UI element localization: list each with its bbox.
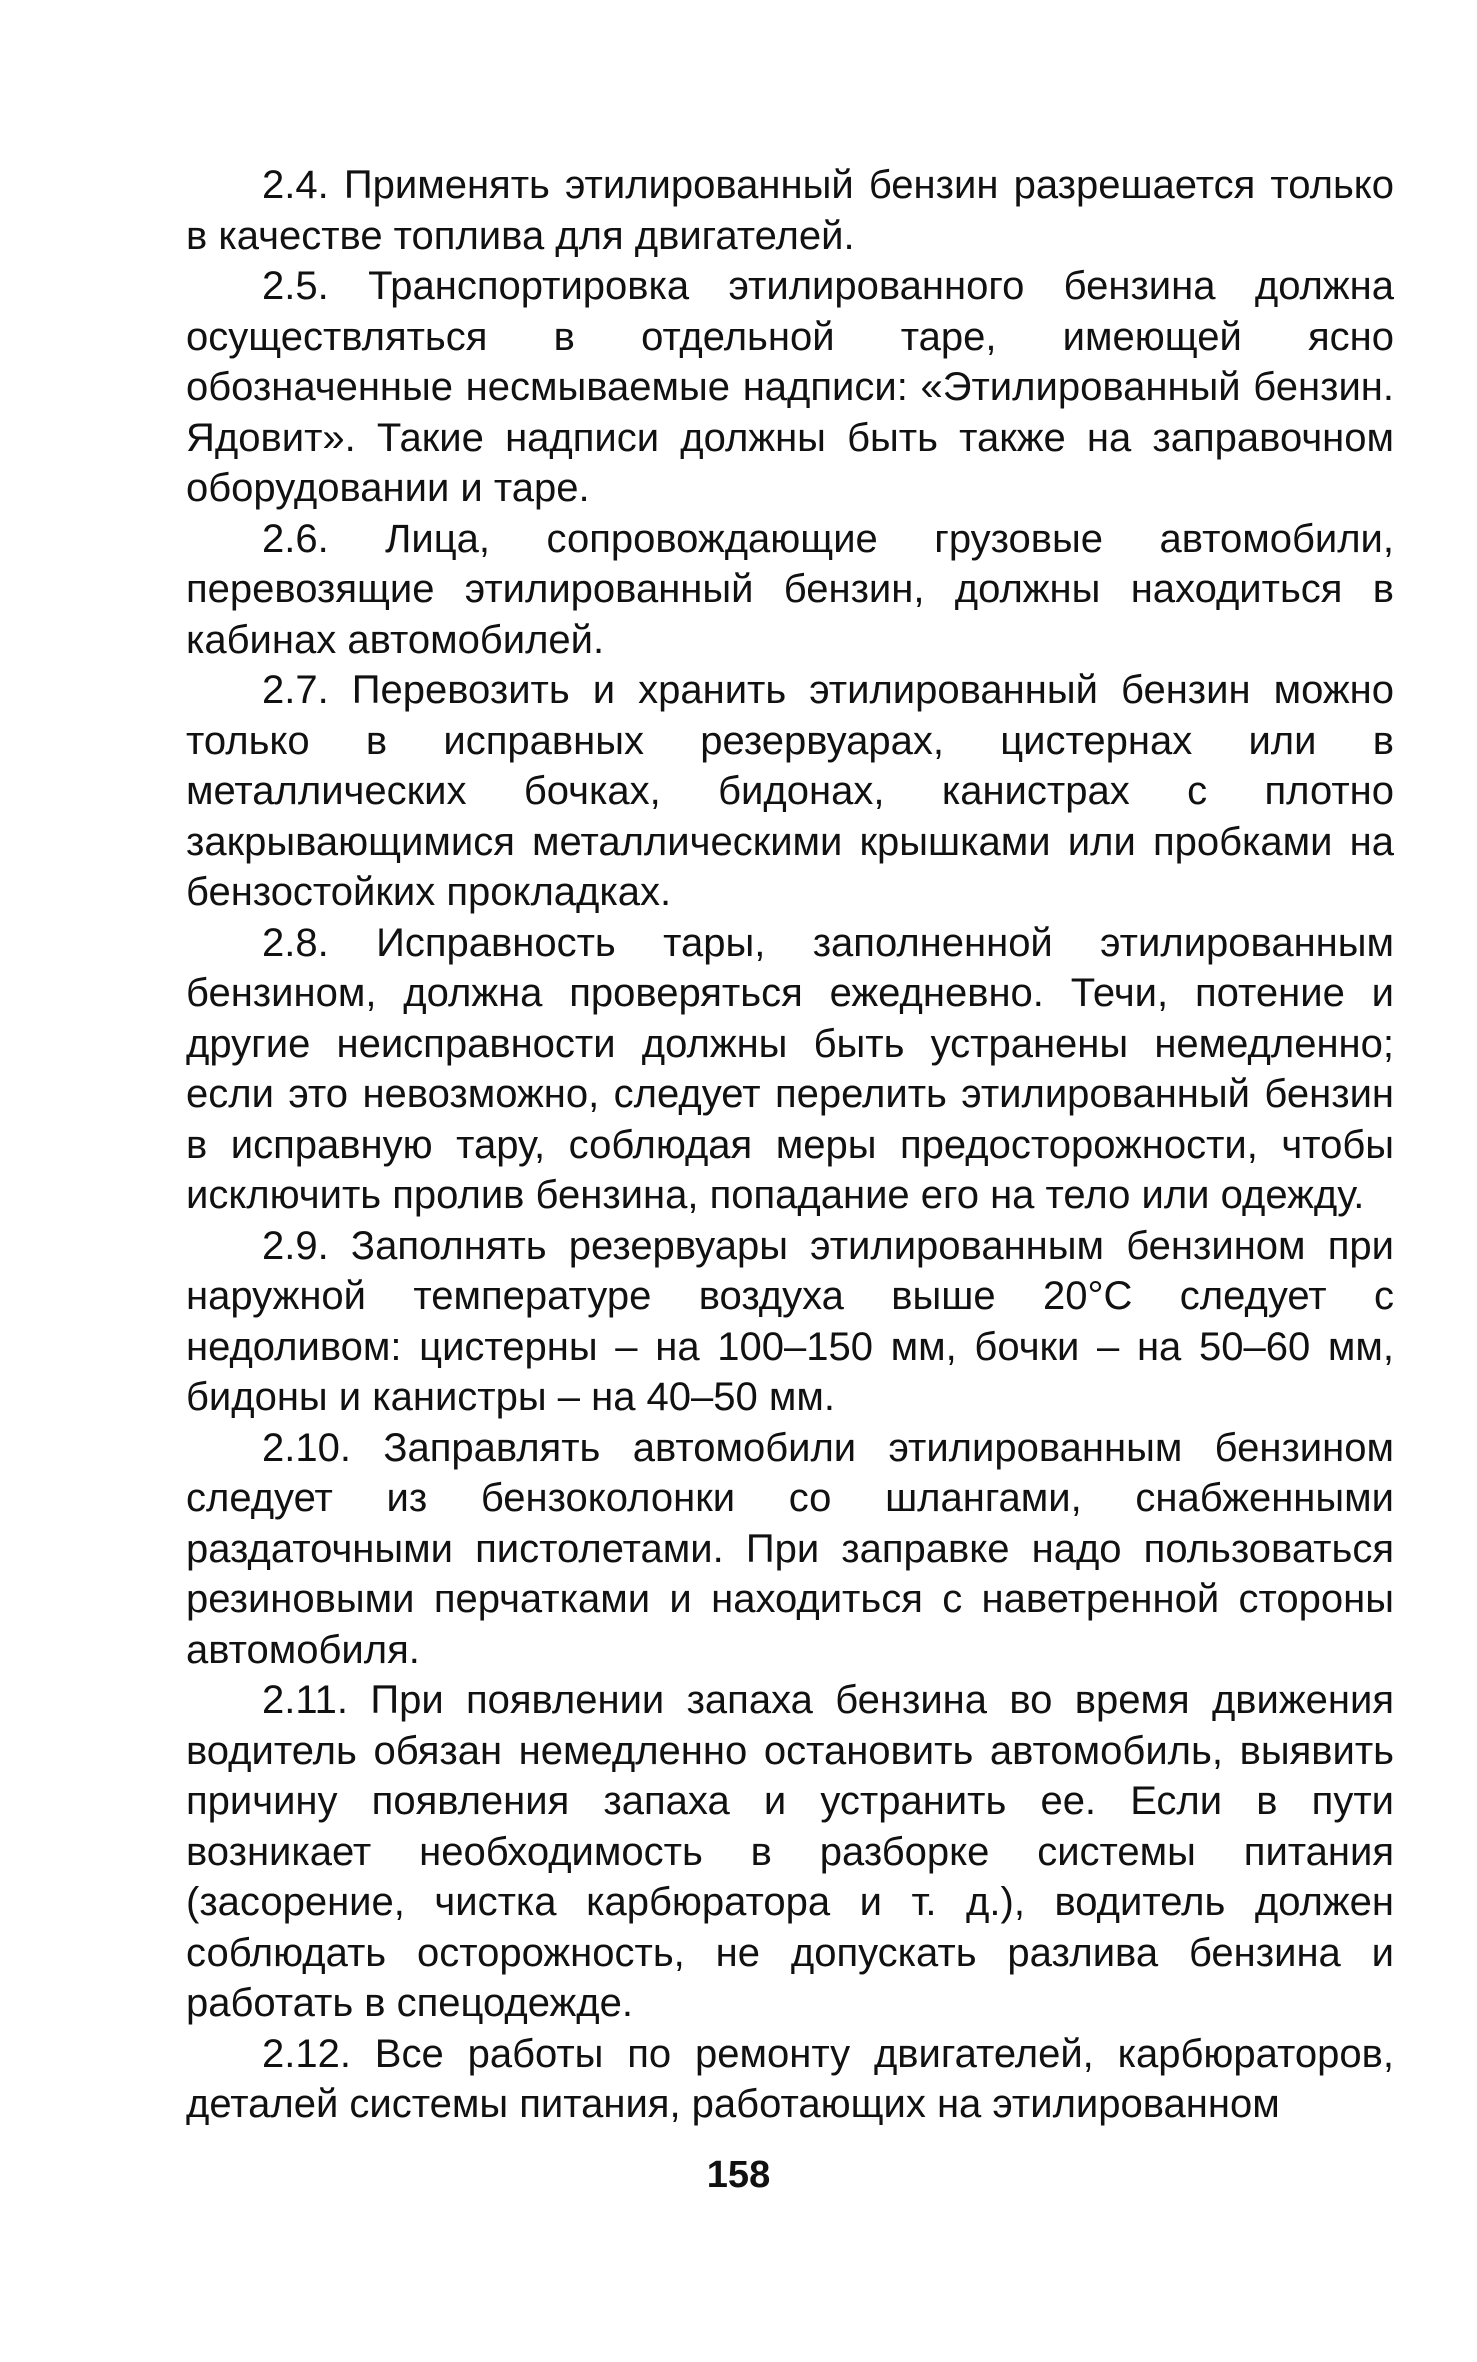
paragraph-2-9: 2.9. Заполнять резервуары этилированным бензином при наружной температуре воздуха выше 20°С следует с недоливом: цистерны – на 100–150 мм, бочки – на 50–60 мм, бидоны и канистры – на 40–50 мм. xyxy=(186,1223,1394,1419)
body-text xyxy=(186,160,1394,2130)
paragraph-2-5: 2.5. Транспортировка этилированного бензина должна осуществляться в отдельной таре, имеющей ясно обозначенные несмываемые надписи: «Этилированный бензин. Ядовит». Такие надписи должны быть также на заправочном оборудовании и таре. xyxy=(186,264,1394,510)
paragraph-2-11: 2.11. При появлении запаха бензина во время движения водитель обязан немедленно остановить автомобиль, выявить причину появления запаха и устранить ее. Если в пути возникает необходимость в разборке системы питания (засорение, чистка карбюратора и т. д.), водитель должен соблюдать осторожность, не допускать разлива бензина и работать в спецодежде. xyxy=(186,1678,1394,2025)
paragraph-2-8: 2.8. Исправность тары, заполненной этилированным бензином, должна проверяться ежедневно. Течи, потение и другие неисправности должны быть устранены немедленно; если это невозможно, следует перелить этилированный бензин в исправную тару, соблюдая меры предосторожности, чтобы исключить пролив бензина, попадание его на тело или одежду. xyxy=(186,920,1394,1217)
paragraph-2-7: 2.7. Перевозить и хранить этилированный бензин можно только в исправных резервуарах, цистернах или в металлических бочках, бидонах, канистрах с плотно закрывающимися металлическими крышками или пробками на бензостойких прокладках. xyxy=(186,668,1394,914)
paragraph-2-10: 2.10. Заправлять автомобили этилированным бензином следует из бензоколонки со шлангами, снабженными раздаточными пистолетами. При заправке надо пользоваться резиновыми перчатками и находиться с наветренной стороны автомобиля. xyxy=(186,1425,1394,1672)
paragraph-2-4: 2.4. Применять этилированный бензин разрешается только в качестве топлива для двигателей. xyxy=(186,163,1394,258)
page-number: 158 xyxy=(706,2154,771,2196)
paragraph-2-6: 2.6. Лица, сопровождающие грузовые автомобили, перевозящие этилированный бензин, должны находиться в кабинах автомобилей. xyxy=(186,516,1394,662)
paragraph-2-12: 2.12. Все работы по ремонту двигателей, карбюраторов, деталей системы питания, работающих на этилированном xyxy=(186,2031,1394,2126)
